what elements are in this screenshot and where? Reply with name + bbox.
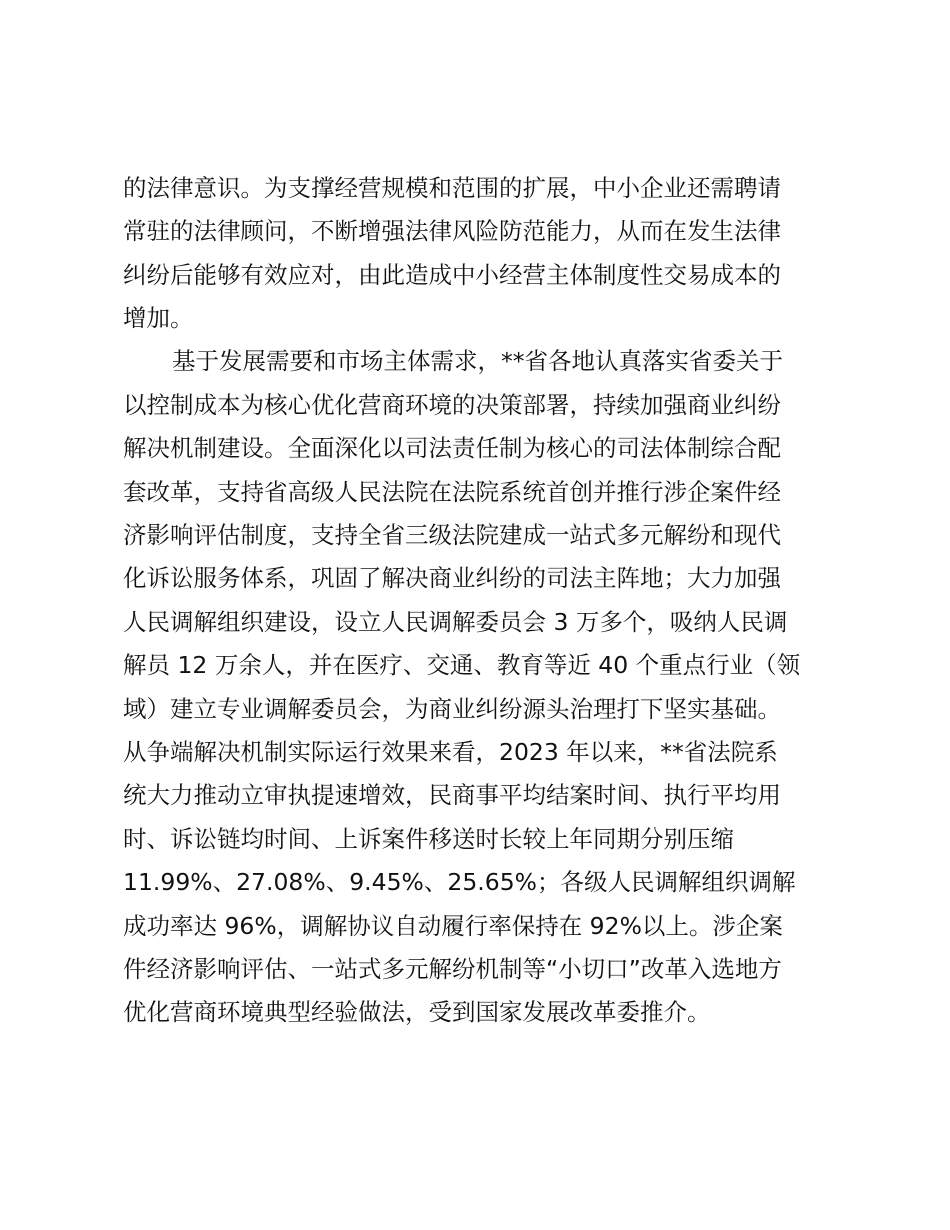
paragraph-2-line-10: 从争端解决机制实际运行效果来看，2023 年以来，**省法院系	[123, 738, 778, 766]
paragraph-2-line-1: 基于发展需要和市场主体需求，**省各地认真落实省委关于	[172, 347, 783, 375]
paragraph-2-line-15: 件经济影响评估、一站式多元解纷机制等“小切口”改革入选地方	[123, 955, 782, 983]
paragraph-2-line-16: 优化营商环境典型经验做法，受到国家发展改革委推介。	[123, 998, 711, 1026]
paragraph-2-line-5: 济影响评估制度，支持全省三级法院建成一站式多元解纷和现代	[123, 521, 781, 549]
paragraph-2-line-14: 成功率达 96%，调解协议自动履行率保持在 92%以上。涉企案	[123, 912, 783, 940]
paragraph-2-line-12: 时、诉讼链均时间、上诉案件移送时长较上年同期分别压缩	[123, 825, 734, 853]
paragraph-1-line-4: 增加。	[123, 304, 194, 332]
paragraph-1-line-3: 纠纷后能够有效应对，由此造成中小经营主体制度性交易成本的	[123, 261, 781, 289]
paragraph-2-line-11: 统大力推动立审执提速增效，民商事平均结案时间、执行平均用	[123, 781, 781, 809]
paragraph-2-line-9: 域）建立专业调解委员会，为商业纠纷源头治理打下坚实基础。	[123, 695, 781, 723]
paragraph-2-line-4: 套改革，支持省高级人民法院在法院系统首创并推行涉企案件经	[123, 478, 781, 506]
paragraph-2-line-6: 化诉讼服务体系，巩固了解决商业纠纷的司法主阵地；大力加强	[123, 564, 781, 592]
paragraph-2-line-7: 人民调解组织建设，设立人民调解委员会 3 万多个，吸纳人民调	[123, 608, 788, 636]
paragraph-2-line-3: 解决机制建设。全面深化以司法责任制为核心的司法体制综合配	[123, 434, 781, 462]
paragraph-2-line-8: 解员 12 万余人，并在医疗、交通、教育等近 40 个重点行业（领	[123, 651, 801, 679]
paragraph-2-line-13: 11.99%、27.08%、9.45%、25.65%；各级人民调解组织调解	[123, 868, 796, 896]
paragraph-2-line-2: 以控制成本为核心优化营商环境的决策部署，持续加强商业纠纷	[123, 391, 781, 419]
paragraph-1-line-2: 常驻的法律顾问，不断增强法律风险防范能力，从而在发生法律	[123, 217, 781, 245]
paragraph-1-line-1: 的法律意识。为支撑经营规模和范围的扩展，中小企业还需聘请	[123, 174, 781, 202]
